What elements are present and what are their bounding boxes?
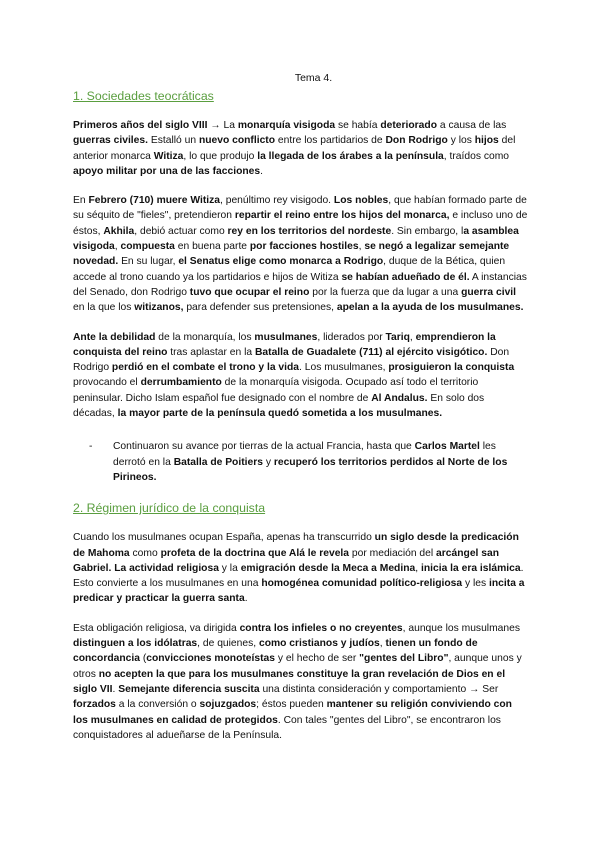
text-run: . (260, 165, 263, 177)
bold-text-run: la llegada de los árabes a la península (257, 150, 444, 162)
bold-text-run: tienen un fondo de concordancia (73, 638, 478, 665)
bold-text-run: Ante la debilidad (73, 331, 156, 343)
bold-text-run: arcángel san Gabriel. La actividad religiosa (73, 547, 500, 574)
text-run: se había (335, 120, 381, 131)
text-run: , lo que produjo (183, 150, 258, 162)
text-run: provocando el (73, 377, 141, 389)
bold-text-run: Tariq (385, 331, 410, 343)
text-run: , duque de la Bética, quien accede al trono cuando ya los partidarios e hijos de Witiza (73, 256, 506, 283)
bold-text-run: homogénea comunidad político-religiosa (261, 578, 463, 590)
text-run: → La (207, 120, 238, 131)
text-run: Don Rodrigo (73, 346, 510, 374)
text-run: , penúltimo rey visigodo. (220, 195, 334, 207)
text-run: Esta obligación religiosa, va dirigida (73, 622, 240, 634)
bold-text-run: forzados (73, 699, 116, 711)
bold-text-run: emigración desde la Meca a Medina (240, 562, 416, 574)
bold-text-run: prosiguieron la conquista (388, 362, 515, 374)
text-run: , aunque los musulmanes (402, 622, 520, 634)
bold-text-run: tuvo que ocupar el reino (189, 286, 310, 298)
bold-text-run: guerras civiles. (73, 135, 148, 147)
text-run: En (73, 195, 89, 207)
bold-text-run: contra los infieles o no creyentes (239, 622, 403, 634)
bold-text-run: se negó a legalizar semejante novedad. (73, 241, 510, 268)
text-run: por mediación del (349, 547, 437, 559)
bold-text-run: a asamblea visigoda (73, 225, 519, 253)
bold-text-run: un siglo desde la predicación de Mahoma (73, 532, 519, 559)
bold-text-run: como cristianos y judíos (258, 638, 380, 650)
bold-text-run: la mayor parte de la península quedó sometida a los musulmanes. (117, 408, 443, 420)
bold-text-run: Witiza (153, 150, 184, 162)
bold-text-run: Batalla de Guadalete (711) al ejército visigótico. (254, 346, 488, 358)
section-heading-sociedades: 1. Sociedades teocráticas (73, 89, 214, 103)
bold-text-run: perdió en el combate el trono y la vida (111, 362, 300, 374)
text-run: y la (218, 562, 241, 574)
bold-text-run: guerra civil (461, 286, 517, 298)
text-run: a causa de las (437, 120, 507, 131)
bold-text-run: el Senatus elige como monarca a Rodrigo (178, 256, 384, 268)
bold-text-run: profeta de la doctrina que Alá le revela (160, 547, 350, 559)
bold-text-run: por facciones hostiles (249, 241, 359, 253)
bold-text-run: apelan a la ayuda de los musulmanes. (336, 302, 524, 314)
bold-text-run: rey en los territorios del nordeste (227, 225, 392, 237)
text-run: En solo dos décadas, (73, 392, 485, 420)
text-run: En su lugar, (118, 256, 179, 268)
bullet-dash: - (89, 441, 93, 453)
text-run: Cuando los musulmanes ocupan España, apenas ha transcurrido (73, 532, 375, 544)
bold-text-run: deteriorado (380, 120, 437, 131)
bold-text-run: no acepten la que para los musulmanes constituye la gran revelación de Dios en el siglo VII (73, 668, 506, 695)
bold-text-run: nuevo conflicto (198, 135, 276, 147)
bold-text-run: "gentes del Libro" (359, 653, 449, 665)
text-run: A instancias del Senado, don Rodrigo (73, 271, 527, 298)
text-run: , (358, 241, 365, 253)
bold-text-run: monarquía visigoda (237, 120, 336, 131)
text-run: , que habían formado parte de su séquito de "fieles", pretendieron (73, 195, 527, 222)
bold-text-run: musulmanes (254, 331, 318, 343)
text-run: como (129, 547, 161, 559)
bold-text-run: Los nobles (333, 195, 389, 207)
text-run: en buena parte (174, 241, 250, 253)
bold-text-run: Semejante diferencia suscita (118, 683, 260, 695)
text-run: . (244, 593, 248, 605)
bold-text-run: witizanos, (134, 302, 184, 314)
bold-text-run: repartir el reino entre los hijos del monarca, (234, 210, 450, 222)
bold-text-run: Primeros años del siglo VIII (73, 120, 208, 131)
text-run: entre los partidarios de (275, 135, 386, 147)
paragraph-muerte-witiza (73, 193, 528, 315)
paragraph-infieles (73, 621, 528, 743)
text-run: y el hecho de ser (275, 653, 360, 665)
text-run: les derrotó en la (113, 441, 496, 468)
text-run: Continuaron su avance por tierras de la actual Francia, hasta que (113, 441, 415, 453)
paragraph-mahoma (73, 530, 528, 606)
text-run: a la conversión o (115, 699, 200, 711)
text-run: , traídos como (443, 150, 510, 162)
text-run: y les (462, 578, 490, 590)
bold-text-run: Akhila (103, 225, 135, 237)
text-run: para defender sus pretensiones, (183, 302, 337, 314)
text-run: , aunque unos y otros (73, 653, 522, 680)
text-run: una distinta consideración y comportamiento → Ser (259, 683, 499, 695)
text-run: , de quienes, (197, 638, 259, 650)
bold-text-run: Al Andalus. (371, 392, 428, 404)
text-run: . Sin embargo, l (391, 225, 464, 237)
text-run: . Los musulmanes, (299, 362, 389, 374)
text-run: de la monarquía, los (155, 331, 255, 343)
text-run: Estalló un (147, 135, 199, 147)
text-run: . Con tales "gentes del Libro", se encontraron los conquistadores al adueñarse de la Península. (73, 714, 501, 741)
bold-text-run: sojuzgados (199, 699, 257, 711)
text-run: , (409, 331, 416, 343)
text-run: . (112, 683, 119, 695)
bold-text-run: apoyo militar por una de las facciones (73, 165, 261, 177)
bold-text-run: Don Rodrigo (385, 135, 448, 147)
bold-text-run: Batalla de Poitiers (173, 456, 263, 468)
bold-text-run: emprendieron la conquista del reino (73, 331, 496, 358)
text-run: , (415, 562, 421, 574)
bold-text-run: Febrero (710) muere Witiza (88, 195, 220, 207)
text-run: del anterior monarca (73, 135, 516, 162)
bold-text-run: distinguen a los idólatras (73, 638, 198, 650)
bold-text-run: inicia la era islámica (420, 562, 521, 574)
text-run: en la que los (73, 302, 135, 314)
bullet-text (113, 439, 528, 485)
bold-text-run: hijos (474, 135, 499, 147)
bold-text-run: mantener su religión conviviendo con los musulmanes en calidad de protegidos (73, 699, 512, 726)
text-run: , debió actuar como (134, 225, 228, 237)
bold-text-run: Carlos Martel (414, 441, 480, 453)
bold-text-run: se habían adueñado de él. (341, 271, 470, 283)
text-run: e incluso uno de éstos, (73, 210, 528, 237)
text-run: ( (139, 653, 147, 665)
text-run: , (379, 638, 386, 650)
text-run: , liderados por (317, 331, 386, 343)
text-run: y (262, 456, 274, 468)
text-run: y los (447, 135, 475, 147)
text-run: de la monarquía visigoda. Ocupado así todo el territorio peninsular. Dicho Islam español fue designado con el nombre de (73, 377, 479, 404)
bold-text-run: incita a predicar y practicar la guerra santa (73, 578, 525, 605)
text-run: , (114, 241, 121, 253)
bold-text-run: convicciones monoteístas (146, 653, 276, 665)
bullet-item-carlos-martel (89, 439, 528, 485)
paragraph-conquista (73, 330, 528, 422)
bold-text-run: compuesta (120, 241, 175, 253)
text-run: tras aplastar en la (167, 346, 255, 358)
section-heading-regimen: 2. Régimen jurídico de la conquista (73, 501, 266, 516)
text-run: ; éstos pueden (256, 699, 327, 711)
text-run: por la fuerza que da lugar a una (309, 286, 462, 298)
paragraph-monarquia-visigoda (73, 118, 528, 179)
bold-text-run: recuperó los territorios perdidos al Norte de los Pirineos. (113, 456, 508, 483)
text-run: . Esto convierte a los musulmanes en una (73, 562, 524, 590)
document-title: Tema 4. (294, 72, 333, 84)
bold-text-run: derrumbamiento (140, 377, 222, 389)
